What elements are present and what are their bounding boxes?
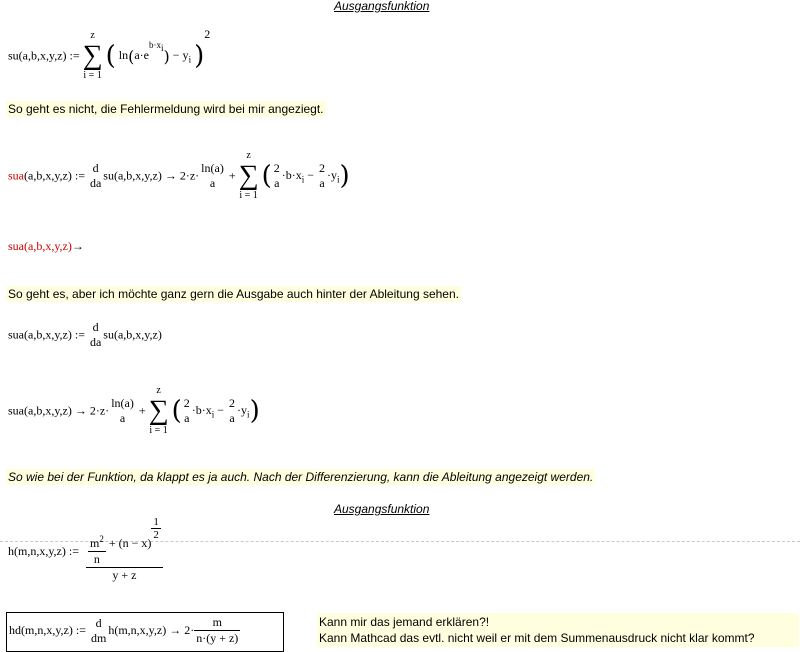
equation-sua-error[interactable]: sua(a,b,x,y,z) := d da su(a,b,x,y,z) → 2·z· ln(a) a + z ∑ i = 1 ( 2 a $\cdot b\cdot x_i$ − 2 a $\cdot y_i$)	[8, 150, 350, 201]
n-var: n	[93, 552, 100, 566]
equation-hd-result[interactable]	[9, 615, 240, 646]
eq4-lhs: sua(a,b,x,y,z) :=	[8, 327, 85, 342]
sum-lower-limit: i = 1	[83, 70, 102, 81]
sum-symbol: z ∑ i = 1	[82, 30, 103, 81]
t1-rest: ·b·x	[281, 167, 302, 182]
eq6-lhs: h(m,n,x,y,z) :=	[8, 544, 79, 558]
t1-num: 2	[273, 161, 280, 175]
exponent: b·x	[149, 40, 162, 51]
question-line-2: Kann Mathcad das evtl. nicht weil er mit dem Summenausdruck nicht klar kommt?	[319, 631, 755, 645]
half-den: 2	[153, 529, 159, 541]
t1-den: a	[274, 176, 280, 190]
t2-num: 2	[319, 161, 326, 175]
eq4-call: su(a,b,x,y,z)	[103, 327, 162, 342]
eval-arrow: →	[71, 239, 84, 253]
equation-h-definition[interactable]	[8, 516, 163, 583]
t2-den: a	[319, 176, 325, 190]
equation-sua-eval[interactable]	[8, 239, 84, 254]
sum-symbol-2: z ∑ i = 1	[238, 150, 259, 201]
minus: −	[217, 402, 225, 417]
note-3: So wie bei der Funktion, da klappt es ja auch. Nach der Differenzierung, kann die Ableitung angezeigt werden.	[8, 470, 594, 484]
y-sub: i	[188, 54, 192, 65]
n-y-z-den: n·(y + z)	[196, 631, 239, 645]
sum-upper-limit: z	[246, 150, 251, 161]
eq2-args: (a,b,x,y,z) :=	[24, 168, 85, 183]
sua-eval-name: sua(a,b,x,y,z)	[8, 239, 72, 253]
d-num: d	[95, 615, 102, 630]
note-1: So geht es nicht, die Fehlermeldung wird bei mir angeziegt.	[8, 102, 324, 116]
plus: +	[228, 168, 236, 183]
ln-a-den: a	[209, 176, 216, 190]
h-numerator	[86, 516, 163, 568]
equation-sua-result[interactable]: sua(a,b,x,y,z) → 2·z· ln(a) a + z ∑ i = 1 ( 2 a $\cdot b\cdot x_i$ − 2 a $\cdot y_i$)	[8, 385, 260, 436]
d-den: da	[89, 176, 102, 190]
t2-sub: i	[337, 174, 340, 185]
t2-rest: ·y	[327, 167, 338, 182]
t1-rest: ·b·x	[191, 402, 212, 417]
t2-rest: ·y	[237, 402, 248, 417]
eq7-call: h(m,n,x,y,z)	[108, 623, 167, 637]
exponent-sub: i	[161, 42, 164, 53]
m-num: m	[194, 615, 240, 631]
t1-num: 2	[183, 396, 190, 410]
m-sup: 2	[99, 534, 104, 544]
power-2: 2	[204, 26, 211, 41]
t1-sub: i	[301, 174, 305, 185]
section-title-1: Ausgangsfunktion	[334, 0, 430, 13]
eq7-lhs: hd(m,n,x,y,z) :=	[9, 623, 86, 637]
equation-su-definition[interactable]: su(a,b,x,y,z) := z ∑ i = 1 ( $\ln(a\cdot e^{b\cdot x_i}) - y_i$ )$^2$	[8, 26, 211, 81]
d-den: da	[89, 335, 102, 349]
sum-upper-limit: z	[156, 385, 161, 396]
eq2-call: su(a,b,x,y,z)	[103, 168, 162, 183]
plus-n-minus-x: + (n − x)	[108, 536, 152, 550]
sum-lower-limit: i = 1	[149, 425, 168, 436]
minus-y: − y	[172, 48, 189, 63]
eq5-lhs: sua(a,b,x,y,z) → 2·z·	[8, 403, 110, 418]
sum-upper-limit: z	[90, 30, 95, 41]
d-den: dm	[90, 630, 107, 645]
note-2: So geht es, aber ich möchte ganz gern die Ausgabe auch hinter der Ableitung sehen.	[8, 287, 459, 301]
eq1-lhs: su(a,b,x,y,z) :=	[8, 48, 80, 63]
ln-a-num: ln(a)	[111, 396, 134, 410]
t1-den: a	[184, 411, 190, 425]
minus: −	[307, 167, 315, 182]
h-denominator: y + z	[112, 568, 137, 582]
sua-name-red: sua	[8, 168, 24, 183]
ln-a-den: a	[119, 411, 126, 425]
m-var: m	[89, 536, 100, 550]
eq2-arrow: → 2·z·	[164, 168, 200, 183]
ln-a-num: ln(a)	[201, 161, 224, 175]
plus: +	[138, 403, 146, 418]
d-num: d	[92, 161, 99, 175]
t1-sub: i	[211, 409, 215, 420]
section-title-2: Ausgangsfunktion	[334, 502, 430, 516]
t2-den: a	[229, 411, 235, 425]
sum-symbol-3: z ∑ i = 1	[148, 385, 169, 436]
question-note	[317, 613, 799, 647]
eq7-arrow: → 2·	[169, 623, 195, 637]
equation-sua-definition[interactable]	[8, 320, 162, 350]
ln-text: ln	[118, 48, 129, 63]
half-num: 1	[153, 516, 159, 528]
t2-num: 2	[229, 396, 236, 410]
d-num: d	[92, 320, 99, 334]
sum-lower-limit: i = 1	[239, 190, 258, 201]
question-line-1: Kann mir das jemand erklären?!	[319, 615, 490, 629]
t2-sub: i	[247, 409, 250, 420]
a-times-e: a·e	[134, 48, 150, 63]
